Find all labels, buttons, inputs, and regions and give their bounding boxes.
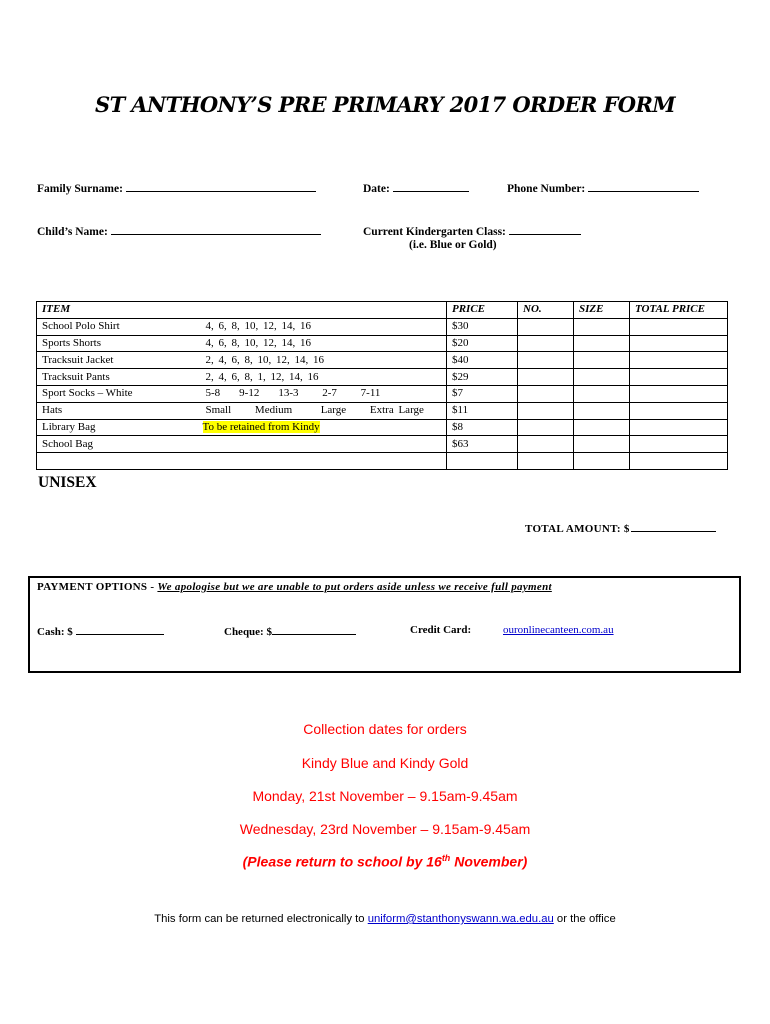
payment-apology: We apologise but we are unable to put orders aside unless we receive full payment: [157, 581, 552, 593]
footer-email-link[interactable]: uniform@stanthonyswann.wa.edu.au: [367, 913, 554, 925]
item-name: Library Bag: [37, 419, 201, 436]
table-header-row: [37, 302, 728, 319]
footer-post: or the office: [553, 913, 616, 925]
header-size: SIZE: [574, 302, 630, 319]
item-size-cell[interactable]: [574, 419, 630, 436]
cash-field[interactable]: [37, 624, 164, 638]
highlighted-note: To be retained from Kindy: [202, 420, 320, 433]
item-no-cell[interactable]: [518, 318, 574, 335]
item-price: $40: [447, 352, 518, 369]
item-size-cell[interactable]: [574, 318, 630, 335]
childs-name-blank[interactable]: [111, 224, 321, 235]
item-no-cell[interactable]: [518, 352, 574, 369]
cheque-label: Cheque: $: [224, 626, 272, 638]
item-sizes: 4, 6, 8, 10, 12, 14, 16: [201, 318, 447, 335]
item-no-cell[interactable]: [518, 385, 574, 402]
item-name: School Polo Shirt: [37, 318, 201, 335]
item-total-cell[interactable]: [630, 402, 728, 419]
item-size-cell[interactable]: [574, 352, 630, 369]
phone-number-field[interactable]: [507, 181, 699, 195]
header-total-price: TOTAL PRICE: [630, 302, 728, 319]
item-no-cell[interactable]: [518, 436, 574, 453]
cash-label: Cash: $: [37, 626, 73, 638]
item-size-cell[interactable]: [574, 369, 630, 386]
childs-name-field[interactable]: [37, 224, 321, 238]
class-hint: (i.e. Blue or Gold): [409, 239, 497, 251]
unisex-label: UNISEX: [38, 474, 97, 491]
credit-card-label: Credit Card:: [410, 624, 472, 636]
collection-monday: Monday, 21st November – 9.15am-9.45am: [252, 788, 518, 804]
item-size-cell[interactable]: [574, 436, 630, 453]
item-no-cell[interactable]: [518, 335, 574, 352]
total-amount-blank[interactable]: [631, 521, 716, 532]
item-price: $11: [447, 402, 518, 419]
table-row: [37, 385, 728, 402]
table-row-blank: [37, 453, 728, 470]
current-class-label: Current Kindergarten Class:: [363, 226, 506, 238]
table-row: [37, 369, 728, 386]
header-sizes: [201, 302, 447, 319]
childs-name-label: Child’s Name:: [37, 226, 108, 238]
item-total-cell[interactable]: [630, 318, 728, 335]
item-size-cell[interactable]: [574, 385, 630, 402]
footer-note: [0, 913, 770, 925]
table-row: [37, 352, 728, 369]
family-surname-blank[interactable]: [126, 181, 316, 192]
item-price: $30: [447, 318, 518, 335]
table-row: [37, 419, 728, 436]
date-blank[interactable]: [393, 181, 469, 192]
current-class-field[interactable]: [363, 224, 581, 238]
item-sizes: [201, 419, 447, 436]
return-deadline: [0, 853, 770, 870]
blank-cell[interactable]: [201, 453, 447, 470]
item-price: $7: [447, 385, 518, 402]
collection-classes: Kindy Blue and Kindy Gold: [301, 755, 469, 771]
return-deadline-pre: (Please return to school by 16: [242, 853, 442, 870]
item-total-cell[interactable]: [630, 385, 728, 402]
item-sizes: 4, 6, 8, 10, 12, 14, 16: [201, 335, 447, 352]
family-surname-field[interactable]: [37, 181, 316, 195]
item-no-cell[interactable]: [518, 369, 574, 386]
blank-cell[interactable]: [574, 453, 630, 470]
item-total-cell[interactable]: [630, 335, 728, 352]
table-row: [37, 402, 728, 419]
cheque-blank[interactable]: [272, 624, 356, 635]
family-surname-label: Family Surname:: [37, 183, 123, 195]
item-no-cell[interactable]: [518, 402, 574, 419]
cheque-field[interactable]: [224, 624, 356, 638]
date-label: Date:: [363, 183, 390, 195]
header-no: NO.: [518, 302, 574, 319]
item-sizes: 2, 4, 6, 8, 1, 12, 14, 16: [201, 369, 447, 386]
item-name: Hats: [37, 402, 201, 419]
phone-number-label: Phone Number:: [507, 183, 586, 195]
item-total-cell[interactable]: [630, 352, 728, 369]
blank-cell[interactable]: [37, 453, 201, 470]
item-price: $29: [447, 369, 518, 386]
date-field[interactable]: [363, 181, 469, 195]
item-name: School Bag: [37, 436, 201, 453]
current-class-blank[interactable]: [509, 224, 581, 235]
footer-pre: This form can be returned electronically to: [154, 913, 368, 925]
order-table: [36, 301, 728, 470]
item-sizes: [201, 436, 447, 453]
blank-cell[interactable]: [447, 453, 518, 470]
payment-heading: [37, 581, 552, 593]
item-size-cell[interactable]: [574, 402, 630, 419]
table-row: [37, 335, 728, 352]
return-deadline-sup: th: [441, 853, 451, 863]
item-price: $20: [447, 335, 518, 352]
item-price: $8: [447, 419, 518, 436]
item-name: Sports Shorts: [37, 335, 201, 352]
item-total-cell[interactable]: [630, 436, 728, 453]
phone-number-blank[interactable]: [588, 181, 699, 192]
payment-heading-label: PAYMENT OPTIONS -: [37, 581, 155, 593]
item-price: $63: [447, 436, 518, 453]
credit-card-link[interactable]: ouronlinecanteen.com.au: [503, 624, 614, 636]
page-title: ST ANTHONY’S PRE PRIMARY 2017 ORDER FORM: [95, 92, 675, 117]
table-row: [37, 318, 728, 335]
total-amount-field[interactable]: [525, 521, 716, 535]
item-sizes: 5-8 9-12 13-3 2-7 7-11: [201, 385, 447, 402]
blank-cell[interactable]: [518, 453, 574, 470]
item-name: Sport Socks – White: [37, 385, 201, 402]
return-deadline-post: November): [450, 853, 528, 870]
total-amount-label: TOTAL AMOUNT: $: [525, 523, 630, 535]
collection-heading: Collection dates for orders: [303, 721, 467, 737]
cash-blank[interactable]: [76, 624, 164, 635]
item-name: Tracksuit Jacket: [37, 352, 201, 369]
item-size-cell[interactable]: [574, 335, 630, 352]
item-total-cell[interactable]: [630, 419, 728, 436]
header-item: ITEM: [37, 302, 201, 319]
item-sizes: Small Medium Large Extra Large: [201, 402, 447, 419]
collection-wednesday: Wednesday, 23rd November – 9.15am-9.45am: [239, 821, 531, 837]
item-total-cell[interactable]: [630, 369, 728, 386]
blank-cell[interactable]: [630, 453, 728, 470]
item-no-cell[interactable]: [518, 419, 574, 436]
item-name: Tracksuit Pants: [37, 369, 201, 386]
table-row: [37, 436, 728, 453]
header-price: PRICE: [447, 302, 518, 319]
item-sizes: 2, 4, 6, 8, 10, 12, 14, 16: [201, 352, 447, 369]
